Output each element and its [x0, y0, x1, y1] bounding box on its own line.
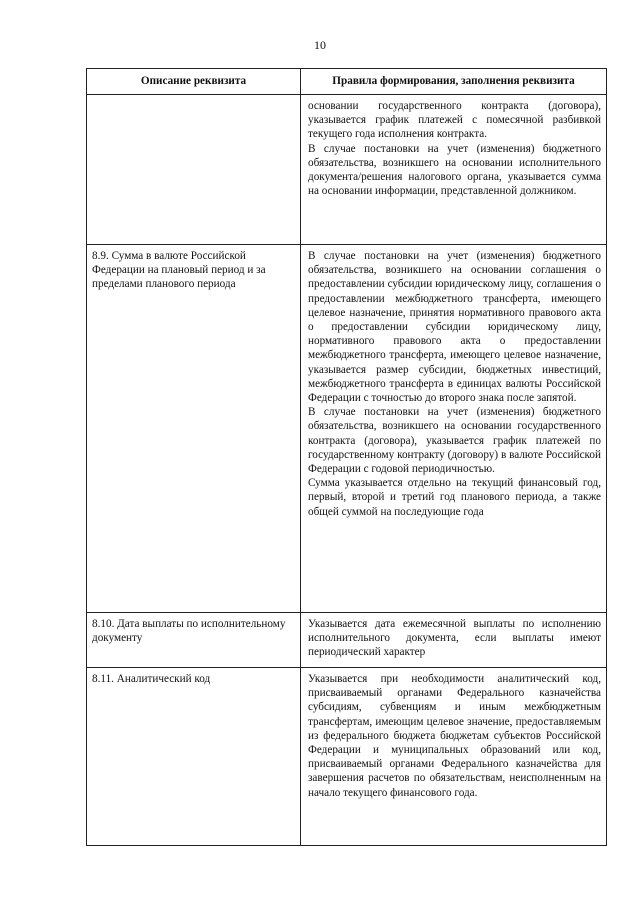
page-number: 10 — [314, 38, 326, 52]
header-rules: Правила формирования, заполнения реквизита — [301, 69, 607, 95]
rule-paragraph: В случае постановки на учет (изменения) бюджетного обязательства, возникшего на основании исполнительного документа/решения налогового органа, указывается сумма на основании информации, представленной должником. — [308, 142, 601, 198]
requisite-rule — [301, 245, 607, 613]
requisite-rule — [301, 613, 607, 668]
requisite-name: 8.11. Аналитический код — [87, 668, 301, 846]
requisite-name: 8.10. Дата выплаты по исполнительному документу — [87, 613, 301, 668]
rule-paragraph: Указывается дата ежемесячной выплаты по исполнению исполнительного документа, если выплаты имеют периодический характер — [308, 618, 601, 659]
table-row — [87, 95, 607, 245]
rule-paragraph: В случае постановки на учет (изменения) бюджетного обязательства, возникшего на основании государственного контракта (договора), указывается график платежей по государственному контракту (договору) в валюте Российской Федерации с годовой периодичностью. — [308, 406, 601, 476]
requisite-rule — [301, 668, 607, 846]
requisite-rule — [301, 95, 607, 245]
requisites-table — [86, 68, 607, 846]
rule-paragraph: Сумма указывается отдельно на текущий финансовый год, первый, второй и третий год планового периода, а также общей суммой на последующие года — [308, 477, 601, 518]
header-description: Описание реквизита — [87, 69, 301, 95]
requisite-name — [87, 95, 301, 245]
table-header-row — [87, 69, 607, 95]
rule-paragraph: В случае постановки на учет (изменения) бюджетного обязательства, возникшего на основании соглашения о предоставлении субсидии юридическому лицу, соглашения о предоставлении межбюджетного трансферта, имеющего целевое назначение, принятия нормативного правового акта о предоставлении субсидии юридическому лицу, нормативного правового акта о предоставлении межбюджетного трансферта, имеющего целевое назначение, указывается размер субсидии, бюджетных инвестиций, межбюджетного трансферта в единицах валюты Российской Федерации с точностью до второго знака после запятой. — [308, 250, 601, 405]
requisite-name: 8.9. Сумма в валюте Российской Федерации на плановый период и за пределами планового периода — [87, 245, 301, 613]
table-row — [87, 245, 607, 613]
table-row — [87, 668, 607, 846]
table-row — [87, 613, 607, 668]
rule-paragraph: основании государственного контракта (договора), указывается график платежей с помесячной разбивкой текущего года исполнения контракта. — [308, 100, 601, 141]
rule-paragraph: Указывается при необходимости аналитический код, присваиваемый органами Федерального казначейства субсидиям, субвенциям и иным межбюджетным трансфертам, имеющим целевое значение, предоставляемым из федерального бюджета бюджетам субъектов Российской Федерации и муниципальных образований или код, присваиваемый органами Федерального казначейства для завершения расчетов по обязательствам, неисполненным на начало текущего финансового года. — [308, 673, 601, 799]
